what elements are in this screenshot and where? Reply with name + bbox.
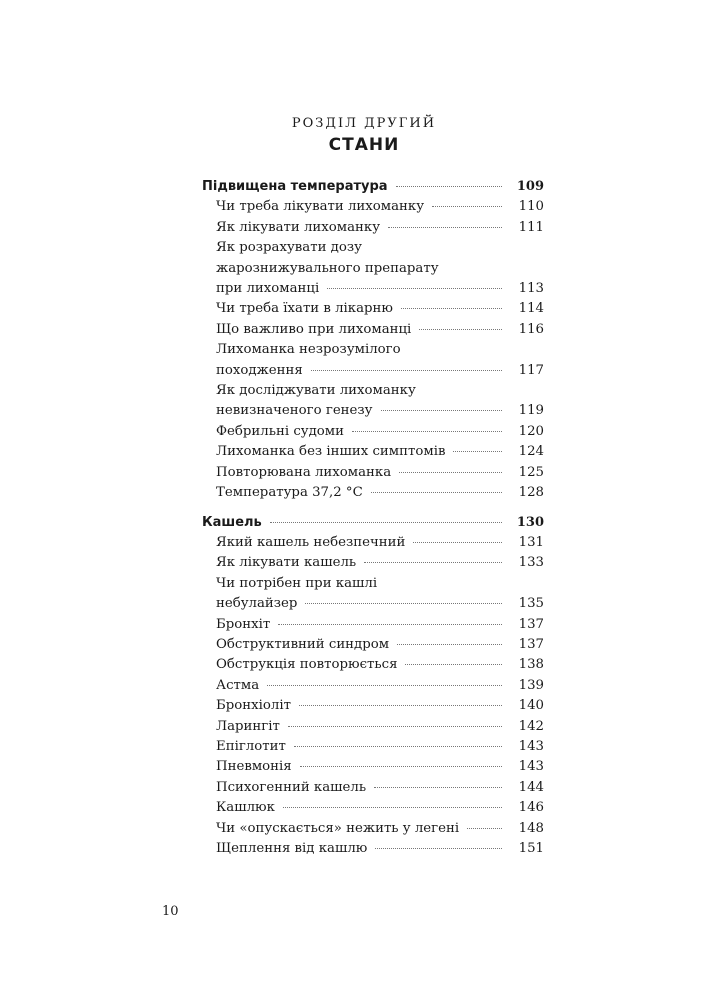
toc-subentry: [202, 655, 544, 675]
toc-entry-line: Епіглотит: [216, 738, 286, 754]
toc-page-number: 138: [518, 657, 544, 673]
toc-entry-line: Як розрахувати дозу: [216, 240, 362, 256]
dot-leader: [270, 522, 502, 523]
toc-subentry: [202, 238, 544, 299]
toc-subentry: [202, 299, 544, 319]
toc-subentry: [202, 381, 544, 422]
part-title: СТАНИ: [328, 135, 400, 155]
toc-subentry: [202, 442, 544, 462]
toc-entry-line: Чи треба їхати в лікарню: [216, 301, 393, 317]
toc-subentry: [202, 340, 544, 381]
dot-leader: [375, 848, 502, 849]
toc-page-number: 125: [518, 464, 544, 480]
table-of-contents: [202, 177, 544, 868]
toc-subentry: [202, 422, 544, 442]
toc-page-number: 137: [518, 616, 544, 632]
toc-page-number: 144: [518, 779, 544, 795]
toc-subentry: [202, 717, 544, 737]
toc-page-number: 148: [518, 820, 544, 836]
toc-page-number: 120: [518, 423, 544, 439]
toc-entry-line: Бронхіт: [216, 616, 271, 632]
toc-subentry: [202, 737, 544, 757]
dot-leader: [299, 705, 502, 706]
toc-subentry: [202, 676, 544, 696]
toc-page-number: 143: [518, 738, 544, 754]
toc-subentry: [202, 615, 544, 635]
toc-page-number: 114: [518, 301, 544, 317]
toc-subentry: [202, 696, 544, 716]
toc-page-number: 133: [518, 555, 544, 571]
toc-chapter-entry: [202, 177, 544, 197]
toc-page-number: 151: [518, 841, 544, 856]
dot-leader: [432, 206, 502, 207]
toc-subentry: [202, 553, 544, 573]
toc-entry-line: жарознижувального препарату: [216, 260, 439, 276]
toc-entry-line: Чи потрібен при кашлі: [216, 575, 378, 591]
part-label: РОЗДІЛ ДРУГИЙ: [291, 116, 437, 131]
dot-leader: [397, 644, 502, 645]
toc-page-number: 109: [516, 179, 544, 194]
toc-entry-line: невизначеного генезу: [216, 403, 373, 419]
toc-page-number: 128: [518, 485, 544, 501]
dot-leader: [278, 624, 502, 625]
toc-entry-line: Кашлюк: [216, 800, 275, 816]
toc-subentry: [202, 819, 544, 839]
toc-page-number: 137: [518, 636, 544, 652]
dot-leader: [364, 562, 502, 563]
toc-page-number: 119: [518, 403, 544, 419]
page-number: 10: [162, 904, 179, 919]
toc-subentry: [202, 798, 544, 818]
dot-leader: [283, 807, 502, 808]
dot-leader: [300, 766, 502, 767]
toc-page-number: 110: [518, 199, 544, 215]
toc-entry-line: Температура 37,2 °С: [216, 485, 363, 501]
toc-entry-title: Кашель: [202, 514, 262, 530]
dot-leader: [374, 787, 502, 788]
toc-entry-line: Ларингіт: [216, 718, 280, 734]
toc-subentry: [202, 778, 544, 798]
toc-page-number: 111: [518, 219, 544, 235]
toc-entry-line: Бронхіоліт: [216, 698, 291, 714]
toc-entry-line: Повторювана лихоманка: [216, 464, 392, 480]
toc-entry-line: Астма: [216, 677, 260, 693]
dot-leader: [453, 451, 502, 452]
toc-entry-line: Як досліджувати лихоманку: [216, 383, 416, 399]
toc-entry-line: Що важливо при лихоманці: [216, 321, 412, 337]
toc-subentry: [202, 463, 544, 483]
toc-entry-line: Чи «опускається» нежить у легені: [216, 820, 460, 836]
toc-entry-line: Лихоманка без інших симптомів: [216, 444, 446, 460]
toc-page-number: 146: [518, 800, 544, 816]
toc-entry-line: Який кашель небезпечний: [216, 534, 406, 550]
dot-leader: [327, 288, 502, 289]
toc-entry-line: Як лікувати кашель: [216, 555, 357, 571]
dot-leader: [419, 329, 502, 330]
toc-section: [202, 177, 544, 504]
toc-entry-line: небулайзер: [216, 596, 298, 612]
toc-entry-line: Пневмонія: [216, 759, 292, 775]
toc-entry-line: походження: [216, 362, 303, 378]
dot-leader: [371, 492, 502, 493]
toc-subentry: [202, 574, 544, 615]
toc-entry-line: Як лікувати лихоманку: [216, 219, 381, 235]
toc-entry-line: Фебрильні судоми: [216, 423, 344, 439]
toc-page-number: 142: [518, 718, 544, 734]
toc-page-number: 113: [518, 281, 544, 297]
toc-subentry: [202, 483, 544, 503]
toc-subentry: [202, 320, 544, 340]
dot-leader: [381, 410, 503, 411]
dot-leader: [405, 664, 502, 665]
toc-entry-line: Психогенний кашель: [216, 779, 367, 795]
dot-leader: [267, 685, 502, 686]
toc-subentry: [202, 757, 544, 777]
dot-leader: [396, 186, 502, 187]
toc-page-number: 130: [516, 514, 544, 530]
toc-entry-line: Обструкція повторюється: [216, 657, 398, 673]
toc-chapter-entry: [202, 513, 544, 533]
dot-leader: [388, 227, 502, 228]
toc-page-number: 117: [518, 362, 544, 378]
toc-entry-title: Підвищена температура: [202, 179, 388, 194]
dot-leader: [305, 603, 502, 604]
toc-entry-line: при лихоманці: [216, 281, 320, 297]
toc-page-number: 139: [518, 677, 544, 693]
toc-subentry: [202, 533, 544, 553]
toc-page-number: 135: [518, 596, 544, 612]
dot-leader: [352, 431, 502, 432]
toc-page-number: 124: [518, 444, 544, 460]
toc-entry-line: Лихоманка незрозумілого: [216, 342, 401, 358]
toc-entry-line: Обструктивний синдром: [216, 636, 390, 652]
dot-leader: [311, 370, 502, 371]
toc-entry-line: Чи треба лікувати лихоманку: [216, 199, 425, 215]
toc-page-number: 140: [518, 698, 544, 714]
dot-leader: [294, 746, 502, 747]
dot-leader: [413, 542, 502, 543]
dot-leader: [467, 828, 502, 829]
toc-subentry: [202, 218, 544, 238]
dot-leader: [399, 472, 502, 473]
dot-leader: [288, 726, 502, 727]
toc-section: [202, 513, 544, 860]
toc-page-number: 116: [518, 321, 544, 337]
toc-page-number: 143: [518, 759, 544, 775]
toc-subentry: [202, 197, 544, 217]
toc-subentry: [202, 839, 544, 859]
toc-page-number: 131: [518, 534, 544, 550]
toc-entry-line: Щеплення від кашлю: [216, 841, 368, 856]
toc-subentry: [202, 635, 544, 655]
dot-leader: [401, 308, 502, 309]
